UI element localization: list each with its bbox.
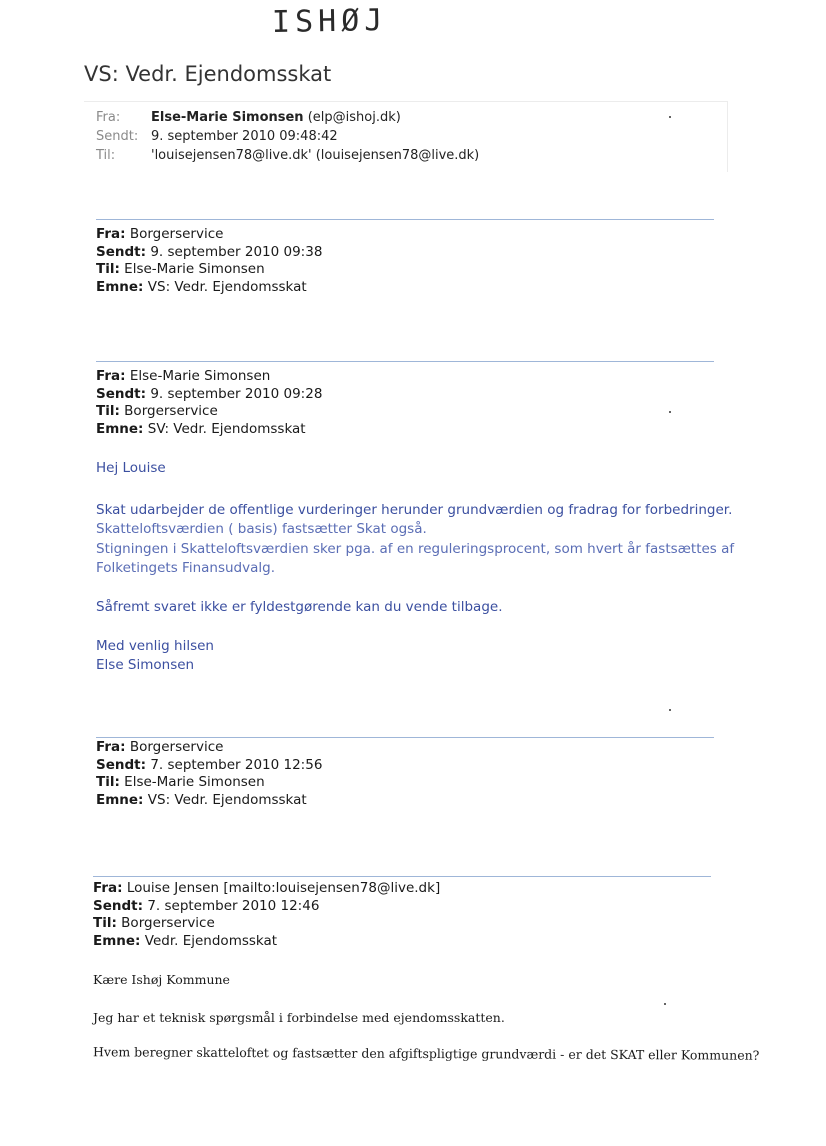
body-paragraph-line: Skatteloftsværdien ( basis) fastsætter Skat også. — [96, 521, 427, 537]
til-value: Else-Marie Simonsen — [124, 774, 265, 790]
scan-speck — [664, 1003, 666, 1005]
scan-speck — [669, 411, 671, 413]
header-from-email[interactable]: (elp@ishoj.dk) — [307, 110, 401, 125]
til-value: Borgerservice — [121, 915, 215, 931]
body-paragraph-line: Hvem beregner skatteloftet og fastsætter den afgiftspligtige grundværdi - er det SKAT eller Kommunen? — [92, 1044, 760, 1063]
emne-value: SV: Vedr. Ejendomsskat — [147, 420, 306, 437]
email-subject-title: VS: Vedr. Ejendomsskat — [84, 62, 332, 86]
sendt-value: 9. september 2010 09:28 — [150, 385, 323, 402]
header-from-value — [151, 110, 401, 125]
header-to-label: Til: — [96, 148, 116, 163]
til-value: Else-Marie Simonsen — [124, 261, 265, 277]
forwarded-message-header — [96, 739, 322, 809]
sendt-label: Sendt: — [96, 756, 147, 773]
header-sent-label: Sendt: — [96, 129, 139, 144]
fra-label: Fra: — [96, 226, 126, 242]
fra-label: Fra: — [93, 880, 123, 896]
til-label: Til: — [96, 774, 120, 790]
fra-value[interactable]: Louise Jensen [mailto:louisejensen78@live.dk] — [126, 880, 441, 896]
message-separator — [96, 361, 714, 362]
sendt-label: Sendt: — [93, 897, 144, 914]
body-paragraph-line: Jeg har et teknisk spørgsmål i forbindelse med ejendomsskatten. — [93, 1010, 505, 1025]
header-sent-value: 9. september 2010 09:48:42 — [151, 129, 338, 144]
emne-value: VS: Vedr. Ejendomsskat — [147, 791, 307, 808]
forwarded-message-header — [93, 880, 440, 950]
message-separator — [96, 219, 714, 220]
til-value: Borgerservice — [124, 403, 218, 419]
body-signature: Else Simonsen — [96, 657, 195, 673]
fra-label: Fra: — [96, 739, 126, 755]
sendt-value: 7. september 2010 12:56 — [150, 756, 323, 773]
fra-value: Borgerservice — [129, 739, 224, 755]
til-label: Til: — [93, 915, 117, 931]
fra-value: Borgerservice — [129, 226, 224, 242]
body-paragraph-line: Folketingets Finansudvalg. — [96, 560, 275, 576]
emne-label: Emne: — [96, 420, 144, 437]
body-paragraph-line: Såfremt svaret ikke er fyldestgørende kan du vende tilbage. — [96, 599, 503, 615]
header-from-label: Fra: — [96, 110, 121, 125]
scan-speck — [669, 116, 671, 118]
body-paragraph-line: Skat udarbejder de offentlige vurderinger herunder grundværdien og fradrag for forbedringer. — [96, 502, 733, 518]
til-label: Til: — [96, 261, 120, 277]
emne-value: Vedr. Ejendomsskat — [144, 932, 278, 949]
body-greeting: Hej Louise — [96, 460, 166, 476]
message-separator — [96, 737, 714, 738]
til-label: Til: — [96, 403, 120, 419]
sendt-label: Sendt: — [96, 385, 147, 402]
handwritten-stamp: ISHØJ — [271, 2, 388, 41]
sendt-label: Sendt: — [96, 243, 147, 260]
fra-value: Else-Marie Simonsen — [129, 368, 271, 384]
header-from-name: Else-Marie Simonsen — [151, 110, 304, 125]
emne-value: VS: Vedr. Ejendomsskat — [147, 278, 307, 295]
header-to-value[interactable]: 'louisejensen78@live.dk' (louisejensen78@live.dk) — [151, 148, 480, 163]
email-header-box — [84, 101, 728, 172]
emne-label: Emne: — [93, 932, 141, 949]
body-paragraph-line: Stigningen i Skatteloftsværdien sker pga. af en reguleringsprocent, som hvert år fastsættes af — [96, 541, 735, 557]
body-greeting: Kære Ishøj Kommune — [93, 972, 230, 987]
message-separator — [93, 876, 711, 877]
sendt-value: 7. september 2010 12:46 — [147, 897, 320, 914]
fra-label: Fra: — [96, 368, 126, 384]
sendt-value: 9. september 2010 09:38 — [150, 243, 323, 260]
emne-label: Emne: — [96, 278, 144, 295]
forwarded-message-header — [96, 368, 322, 438]
forwarded-message-header — [96, 226, 322, 296]
body-signoff: Med venlig hilsen — [96, 638, 214, 654]
scan-speck — [669, 709, 671, 711]
emne-label: Emne: — [96, 791, 144, 808]
